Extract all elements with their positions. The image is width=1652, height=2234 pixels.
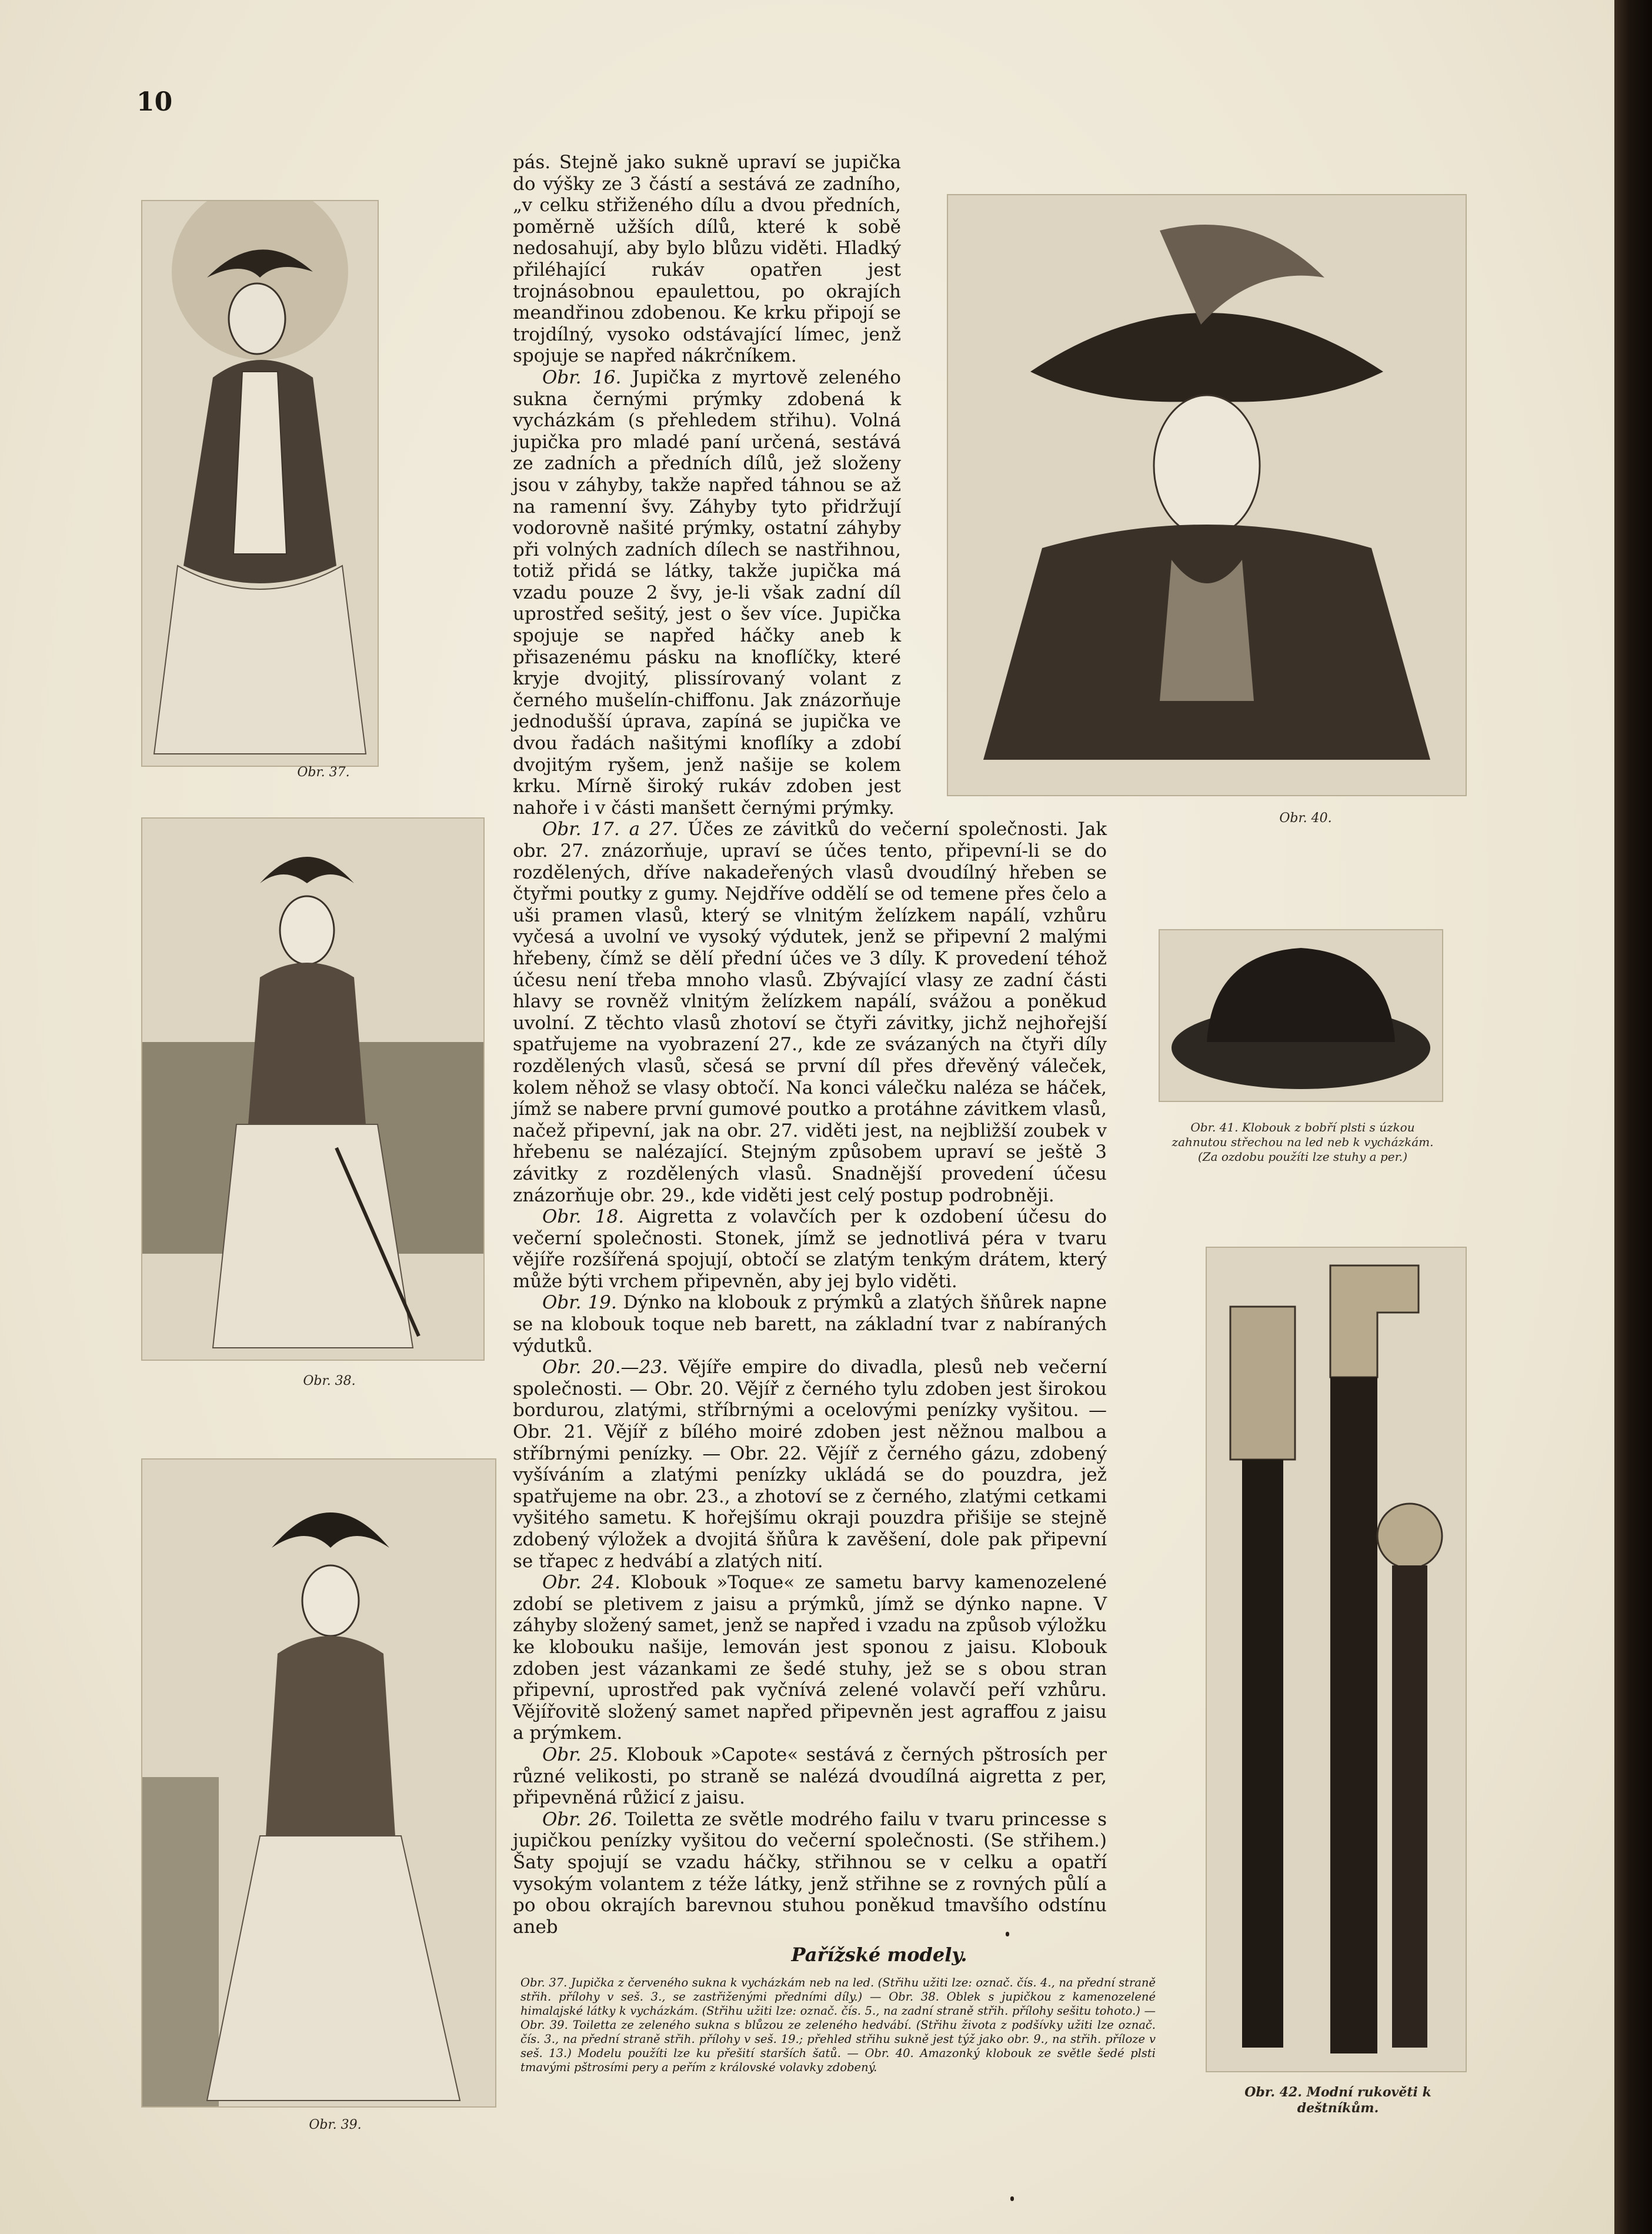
- paragraph-obr-16: [513, 367, 901, 819]
- figure-42-illustration: [1206, 1247, 1467, 2072]
- paragraph-text: Jupička z myrtově zeleného sukna černými prýmky zdobená k vycházkám (s přehledem střihu). Volná jupička pro mladé paní určená, sestává ze zadních a předních dílů, jež složeny jsou v záhyby, takže napřed táhnou se až na ramenní švy. Záhyby tyto přidržují vodorovně našité prýmky, ostatní záhyby při volných zadních dílech se nastřihnou, totiž přidá se látky, takže jupička má vzadu pouze 2 švy, je-li však zadní díl uprostřed sešitý, jest o šev více. Jupička spojuje se napřed háčky aneb k přisazenému pásku na knoflíčky, které kryje dvojitý, plissírovaný volant z černého mušelín-chiffonu. Jak znázorňuje jednodušší úprava, zapíná se jupička ve dvou řadách našitými knoflíky a zdobí dvojitým ryšem, jenž našije se kolem krku. Mírně široký rukáv zdoben jest nahoře i v části manšett černými prýmky.: [513, 366, 902, 819]
- figure-41-caption: Obr. 41. Klobouk z bobří plsti s úzkou zahnutou střechou na led neb k vycházkám. (Za ozdobu použíti lze stuhy a per.): [1172, 1120, 1434, 1164]
- feathered-hat-icon: [948, 195, 1466, 795]
- paragraph-text: Toiletta ze světle modrého failu v tvaru princesse s jupičkou penízky vyšitou do večerní společnosti. (Se střihem.) Šaty spojují se vzadu háčky, střihnou se v celku a opatří vysokým volantem z téže látky, jenž střihne se z rovných půlí a po obou okrajích barevnou stuhou poněkud tmavšího odstínu aneb: [513, 1808, 1107, 1938]
- paragraph-obr-25: [513, 1744, 1107, 1809]
- paragraph-text: Účes ze závitků do večerní společnosti. Jak obr. 27. znázorňuje, upraví se účes tento, připevní-li se do rozdělených, dříve nakadeřených vlasů dvoudílný hřeben se čtyřmi poutky z gumy. Nejdříve oddělí se od temene přes čelo a uši pramen vlasů, který se vlnitým želízkem napálí, vzhůru vyčesá a uvolní ve vysoký výdutek, jenž se připevní 2 malými hřebeny, čímž se dělí přední účes ve 3 díly. K provedení téhož účesu není třeba mnoho vlasů. Zbývající vlasy ze zadní části hlavy se rovněž vlnitým želízkem napálí, svážou a poněkud uvolní. Z těchto vlasů zhotoví se čtyři závitky, jichž nejhořejší spatřujeme na vyobrazení 27., kde ze svázaných na čtyři díly rozdělených vlasů, sčesá se první díl přes dřevěný váleček, kolem něhož se vlasy obtočí. Na konci válečku naléza se háček, jímž se nabere první gumové poutko a protáhne závitkem vlasů, načež připevní, jak na obr. 27. viděti jest, na nejbližší zoubek v hřebenu se nalézající. Stejným způsobem upraví se ještě 3 závitky z rozdělených vlasů. Snadnější provedení účesu znázorňuje obr. 29., kde viděti jest celý postup podrobněji.: [513, 819, 1107, 1206]
- figure-reference: Obr. 18.: [542, 1206, 625, 1228]
- figure-37-illustration: [141, 200, 379, 767]
- paragraph-intro: [513, 152, 901, 367]
- paragraph-obr-26: [513, 1809, 1107, 1938]
- paragraph-text: Vějíře empire do divadla, plesů neb večerní společnosti. — Obr. 20. Vějíř z černého tylu zdoben jest širokou bordurou, zlatými, stříbrnými a ocelovými penízky vyšitou. — Obr. 21. Vějíř z bílého moiré zdoben jest něžnou malbou a stříbrnými penízky. — Obr. 22. Vějíř z černého gázu, zdobený vyšíváním a zlatými penízky ukládá se do pouzdra, jež spatřujeme na obr. 23., a zhotoví se z černého, zlatými cetkami vyšitého sametu. K hořejšímu okraji pouzdra přišije se stejně zdobený výložek a dvojitá šňůra k zavěšení, dole pak připevní se třapec z hedvábí a zlatých nití.: [513, 1357, 1107, 1572]
- figure-41-illustration: [1159, 929, 1443, 1102]
- figure-39-caption: Obr. 39.: [309, 2118, 362, 2132]
- figure-38-caption: Obr. 38.: [303, 1374, 356, 1388]
- figure-reference: Obr. 26.: [542, 1808, 618, 1830]
- ink-speck: [1006, 1932, 1009, 1936]
- paragraph-text: Aigretta z volavčích per k ozdobení účesu do večerní společnosti. Stonek, jímž se jednotlivá péra v tvaru vějíře rozšířená spojují, obtočí se zlatým tenkým drátem, který může býti vrchem připevněn, aby jej bylo viděti.: [513, 1206, 1107, 1292]
- woman-in-jacket-icon: [142, 201, 378, 766]
- woman-in-evening-dress-icon: [142, 1460, 495, 2106]
- woman-with-umbrella-icon: [142, 819, 483, 1360]
- figure-37-caption: Obr. 37.: [297, 765, 350, 780]
- paragraph-text: Klobouk »Toque« ze sametu barvy kamenozelené zdobí se pletivem z jaisu a prýmků, jímž se dýnko napne. V záhyby složený samet, jenž se napřed i vzadu na způsob výložku ke klobouku našije, lemován jest sponou z jaisu. Klobouk zdoben jest vázankami ze šedé stuhy, jež se s obou stran připevní, uprostřed pak vyčnívá zelené volavčí peří vzhůru. Vějířovitě složený samet napřed připevněn jest agraffou z jaisu a prýmkem.: [513, 1572, 1107, 1744]
- figure-reference: Obr. 25.: [542, 1744, 619, 1765]
- figure-42-caption: Obr. 42. Modní rukověti k deštníkům.: [1244, 2085, 1431, 2116]
- figure-39-illustration: [141, 1458, 496, 2108]
- ink-speck: [1010, 2196, 1014, 2201]
- figure-reference: Obr. 24.: [542, 1572, 620, 1594]
- paragraph-obr-18: [513, 1206, 1107, 1292]
- figure-reference: Obr. 19.: [542, 1292, 617, 1314]
- figure-reference: Obr. 16.: [542, 366, 622, 388]
- paragraph-text: Dýnko na klobouk z prýmků a zlatých šňůrek napne se na klobouk toque neb barett, na základní tvar z nabíraných výdutků.: [513, 1292, 1107, 1357]
- page-number: 10: [136, 87, 173, 117]
- figure-38-illustration: [141, 817, 485, 1361]
- paragraph-text: Klobouk »Capote« sestává z černých pštrosích per různé velikosti, po straně se nalézá dvoudílná aigretta z per, připevněná růžicí z jaisu.: [513, 1744, 1107, 1809]
- figure-reference: Obr. 20.—23.: [542, 1357, 668, 1378]
- figure-reference: Obr. 17. a 27.: [542, 819, 679, 840]
- section-title: Pařížské modely.: [791, 1944, 967, 1966]
- book-spine: [1614, 0, 1652, 2234]
- figure-legend-footnote: Obr. 37. Jupička z červeného sukna k vycházkám neb na led. (Střihu užiti lze: označ. čís. 4., na přední straně střih. přílohy v seš. 3., se zastřiženými předními díly.) — Obr. 38. Oblek s jupičkou z kamenozelené himalajské látky k vycházkám. (Střihu užiti lze: označ. čís. 5., na zadní straně střih. přílohy sešitu tohoto.) — Obr. 39. Toiletta ze zeleného sukna s blůzou ze zeleného hedvábí. (Střihu života z podšívky užiti lze označ. čís. 3., na přední straně střih. přílohy v seš. 19.; přehled střihu sukně jest týž jako obr. 9., na střih. příloze v seš. 13.) Modelu použíti lze ku přešití starších šatů. — Obr. 40. Amazonký klobouk ze světle šedé plsti tmavými pštrosími pery a peřím z královské volavky zdobený.: [520, 1976, 1156, 2074]
- figure-40-caption: Obr. 40.: [1279, 811, 1332, 826]
- umbrella-handles-icon: [1207, 1248, 1466, 2071]
- beaver-felt-hat-icon: [1160, 930, 1442, 1101]
- paragraph-text: pás. Stejně jako sukně upraví se jupička do výšky ze 3 částí a sestává ze zadního,„v celku střiženého dílu a dvou předních, poměrně užších dílů, které k sobě nedosahují, aby bylo blůzu viděti. Hladký přiléhající rukáv opatřen jest trojnásobnou epaulettou, po okrajích meandřinou zdobenou. Ke krku připojí se trojdílný, vysoko odstávající límec, jenž spojuje se napřed nákrčníkem.: [513, 152, 901, 367]
- paragraph-obr-20-23: [513, 1357, 1107, 1572]
- paragraph-obr-19: [513, 1292, 1107, 1357]
- paragraph-obr-24: [513, 1572, 1107, 1744]
- paragraph-obr-17-27: [513, 819, 1107, 1206]
- figure-40-illustration: [947, 194, 1467, 796]
